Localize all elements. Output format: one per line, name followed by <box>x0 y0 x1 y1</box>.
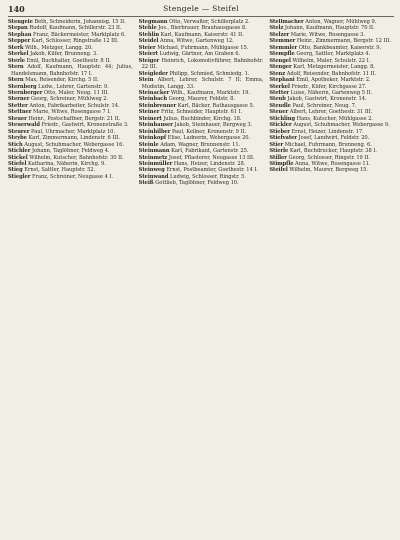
entry-details: Emil, Buchhalter, Goethestr. 8 II. <box>26 57 111 64</box>
entry-details: Albert, Lehrer, Goethestr. 31 III. <box>289 109 373 116</box>
entry-surname: Stier <box>269 141 284 148</box>
entry-details: Otto, Maler, Neug. 11 III. <box>44 89 109 96</box>
entry-surname: Stetter <box>269 89 290 96</box>
entry-surname: Sterkel <box>8 51 29 58</box>
entry-details: Jakob, Küfer, Brunneng. 3. <box>30 51 98 58</box>
entry-details: Hans, Kutscher, Mühlgasse 2. <box>296 115 373 122</box>
page-header <box>8 3 394 15</box>
entry-details: Franz, Schreiner, Neugasse 4 I. <box>32 173 113 180</box>
entry-surname: Stemmer <box>269 38 296 45</box>
entry-surname: Stichling <box>269 115 296 122</box>
entry-surname: Stelzer <box>269 31 290 38</box>
entry-surname: Steinweg <box>138 167 165 174</box>
entry-surname: Sterner <box>8 96 30 103</box>
entry-details: Karl, Fabrikant, Gartenstr. 25. <box>171 148 249 155</box>
entry-details: Paul, Uhrmacher, Marktplatz 10. <box>31 128 115 135</box>
entry-details: Philipp, Schmied, Schmiedg. 1. <box>169 70 250 77</box>
entry-surname: Steinert <box>138 115 162 122</box>
entry-details: Wilhelm, Kutscher, Bahnhofstr. 30 II. <box>29 154 124 161</box>
directory-entry <box>8 64 133 77</box>
entry-surname: Stettner <box>8 109 32 116</box>
column-3 <box>269 19 394 537</box>
entry-surname: Steub <box>269 96 286 103</box>
entry-surname: Steybe <box>8 135 27 142</box>
entry-details: August, Schuhmacher, Webergasse 16. <box>24 141 124 148</box>
entry-details: Wilhelm, Maurer, Bergweg 15. <box>289 167 368 174</box>
entry-details: Anna, Witwe, Gartenweg 12. <box>160 38 234 45</box>
entry-surname: Stierle <box>269 148 289 155</box>
entry-surname: Steinmüller <box>138 160 173 167</box>
entry-details: Johann, Kaufmann, Hauptstr. 70 II. <box>284 25 375 32</box>
directory-entry <box>139 58 264 71</box>
entry-surname: Stern <box>8 64 24 71</box>
entry-surname: Sterle <box>8 57 25 64</box>
directory-entry <box>269 167 394 173</box>
entry-details: Karl, Kaufmann, Kaiserstr. 41 II. <box>160 31 244 38</box>
column-2 <box>139 19 264 537</box>
header-rule <box>8 16 394 17</box>
entry-surname: Steiert <box>138 51 158 58</box>
directory-columns <box>8 19 394 537</box>
entry-details: Michael, Fuhrmann, Brunneng. 6. <box>284 141 372 148</box>
entry-surname: Steuer <box>269 109 289 116</box>
entry-surname: Sterk <box>8 44 24 51</box>
entry-details: Karl, Zimmermann, Lindenstr. 6 III. <box>28 135 120 142</box>
entry-details: August, Schuhmacher, Webergasse 9. <box>293 122 390 129</box>
entry-details: Beth, Schneiderin, Johannisg. 15 II. <box>34 19 126 25</box>
entry-details: Otto, Bankbeamter, Kaiserstr. 9. <box>298 44 382 51</box>
entry-surname: Stich <box>8 141 23 148</box>
entry-details: Fritz, Schneider, Hauptstr. 61 I. <box>160 109 243 116</box>
entry-details: Georg, Schlosser, Ringstr. 19 II. <box>288 154 370 161</box>
entry-surname: Stieg <box>8 167 23 174</box>
entry-details: Ernst, Heizer, Lindenstr. 17. <box>291 128 364 135</box>
entry-surname: Stenger <box>269 64 292 71</box>
entry-surname: Steudle <box>269 102 291 109</box>
entry-details: Franz, Bäckermeister, Marktplatz 6. <box>33 31 126 38</box>
entry-details: Albert, Lehrer, Schulstr. 7 II; Emma, Modistin, Langg. 33. <box>141 77 264 90</box>
entry-surname: Steinkopf <box>138 135 167 142</box>
entry-details: Hans, Heizer, Lindenstr. 28. <box>173 160 246 167</box>
entry-details: Jakob, Gastwirt, Kronenstr. 14. <box>287 96 367 103</box>
entry-details: Anton, Fabrikarbeiter, Schulstr. 14. <box>29 102 120 109</box>
entry-details: Heinrich, Lokomotivführer, Bahnhofstr. 22 III. <box>141 57 264 71</box>
entry-details: Ludw., Lehrer, Gartenstr. 9. <box>38 83 109 90</box>
entry-surname: Stelz <box>269 25 284 32</box>
entry-surname: Stiefvater <box>269 135 298 142</box>
entry-surname: Stempfle <box>269 51 295 58</box>
entry-details: Ludwig, Schlosser, Ringstr. 5. <box>169 173 246 180</box>
entry-surname: Stern <box>8 77 24 84</box>
entry-details: Wilh., Kaufmann, Marktstr. 19. <box>170 89 250 96</box>
entry-details: Wilhelm, Maler, Schulstr. 22 I. <box>292 57 371 64</box>
entry-details: Paul, Kellner, Kronenstr. 9 II. <box>171 128 247 135</box>
entry-surname: Steiner <box>138 109 160 116</box>
entry-surname: Sternberg <box>8 83 37 90</box>
entry-details: Marie, Witwe, Rosengasse 3. <box>290 31 365 38</box>
entry-surname: Stetter <box>8 102 28 109</box>
entry-surname: Stellmacher <box>269 19 304 25</box>
entry-details: Gottlieb, Taglöhner, Feldweg 10. <box>155 180 239 187</box>
entry-surname: Steinle <box>138 141 159 148</box>
entry-details: Friedr., Küfer, Kirchgasse 27. <box>291 83 367 90</box>
entry-surname: Stieber <box>269 128 290 135</box>
entry-details: Georg, Maurer, Feldstr. 8. <box>168 96 235 103</box>
entry-details: Elise, Ladnerin, Webergasse 20. <box>167 135 251 142</box>
entry-surname: Steinbrenner <box>138 102 177 109</box>
entry-surname: Stengel <box>269 57 291 64</box>
page-number: 140 <box>8 4 25 14</box>
entry-surname: Stehlin <box>138 31 160 38</box>
entry-details: Friedr., Gastwirt, Kronenstraße 3. <box>41 122 129 129</box>
entry-surname: Stepper <box>8 38 31 45</box>
entry-surname: Stegmann <box>138 19 168 25</box>
entry-details: Karl, Metzgermeister, Langg. 8. <box>293 64 375 71</box>
entry-surname: Stengele <box>8 19 33 25</box>
entry-surname: Steigleder <box>138 70 168 77</box>
directory-entry <box>8 174 133 180</box>
entry-surname: Steifel <box>269 167 288 174</box>
entry-surname: Steiß <box>138 180 154 187</box>
entry-surname: Steiger <box>138 57 160 64</box>
entry-surname: Steidel <box>138 38 159 45</box>
entry-surname: Stiefel <box>8 160 27 167</box>
entry-surname: Stickel <box>8 154 28 161</box>
directory-entry <box>139 77 264 90</box>
entry-surname: Steinmetz <box>138 154 168 161</box>
entry-details: Adolf, Reisender, Bahnhofstr. 11 II. <box>286 70 377 77</box>
entry-details: Michael, Fuhrmann, Mühlgasse 15. <box>157 44 249 51</box>
entry-details: Georg, Sattler, Marktplatz 4. <box>296 51 371 58</box>
entry-details: Karl, Buchdrucker, Hauptstr. 38 I. <box>289 148 377 155</box>
entry-surname: Stephani <box>269 77 295 84</box>
entry-surname: Stiller <box>269 154 287 161</box>
entry-details: Heinr., Zimmermann, Bergstr. 12 III. <box>296 38 391 45</box>
entry-details: Anton, Wagner, Mühlweg 9. <box>305 19 377 25</box>
column-1 <box>8 19 133 537</box>
entry-details: Heinr., Postschaffner, Bergstr. 21 II. <box>28 115 121 122</box>
entry-details: Max, Reisender, Kirchg. 5 II. <box>25 77 99 84</box>
entry-details: Josef, Pflasterer, Neugasse 13 III. <box>168 154 255 161</box>
entry-surname: Stenz <box>269 70 286 77</box>
entry-surname: Stimpfle <box>269 160 294 167</box>
entry-surname: Sternberger <box>8 89 43 96</box>
entry-details: Adolf, Kaufmann, Hauptstr. 44; Julius, Handelsmann, Bahnhofstr. 17 I. <box>11 64 133 77</box>
entry-details: Karl, Bäcker, Rathausgasse 5. <box>177 102 255 109</box>
entry-details: Jakob, Steinhauer, Bergweg 3. <box>174 122 253 129</box>
entry-surname: Stickler <box>269 122 292 129</box>
entry-surname: Stiegler <box>8 173 31 180</box>
entry-surname: Steinacker <box>138 89 170 96</box>
entry-surname: Stephan <box>8 31 32 38</box>
entry-surname: Stepan <box>8 25 28 32</box>
entry-details: Karl, Schlosser, Ringstraße 12 III. <box>31 38 119 45</box>
entry-surname: Steinbach <box>138 96 168 103</box>
directory-entry <box>139 180 264 186</box>
entry-details: Josef, Landwirt, Feldstr. 20. <box>298 135 370 142</box>
entry-surname: Steinmann <box>138 148 170 155</box>
entry-surname: Steinwand <box>138 173 169 180</box>
entry-details: Paul, Schreiner, Neug. 7. <box>292 102 357 109</box>
running-title: Stengele — Steifel <box>163 4 239 13</box>
entry-surname: Stichler <box>8 148 31 155</box>
entry-details: Marie, Witwe, Rosengasse 7 I. <box>33 109 111 116</box>
entry-details: Ernst, Postbeamter, Goethestr. 14 I. <box>166 167 258 174</box>
entry-surname: Steuerwald <box>8 122 40 129</box>
entry-surname: Stemmler <box>269 44 298 51</box>
entry-details: Georg, Schreiner, Mühlweg 2. <box>31 96 109 103</box>
entry-details: Emil, Apotheker, Marktstr. 2. <box>296 77 371 84</box>
entry-surname: Steurer <box>8 128 30 135</box>
entry-details: Adam, Wagner, Brunnenstr. 11. <box>160 141 241 148</box>
entry-surname: Steier <box>138 44 156 51</box>
entry-surname: Stein <box>138 77 154 84</box>
entry-details: Julius, Buchbinder, Kirchg. 18. <box>163 115 242 122</box>
entry-details: Luise, Näherin, Gartenweg 5 II. <box>290 89 373 96</box>
entry-details: Ludwig, Gärtner, Am Graben 6. <box>159 51 241 58</box>
entry-details: Jos., Bierbrauer, Brauhausgasse 8. <box>158 25 247 32</box>
entry-details: Wilh., Metzger, Langg. 20. <box>24 44 93 51</box>
entry-details: Ernst, Sattler, Hauptstr. 52. <box>24 167 96 174</box>
entry-surname: Sterkel <box>269 83 290 90</box>
entry-surname: Stehle <box>138 25 157 32</box>
entry-details: Anna, Witwe, Rosengasse 11. <box>295 160 371 167</box>
entry-surname: Steinhauser <box>138 122 173 129</box>
entry-surname: Steinhilber <box>138 128 171 135</box>
entry-details: Otto, Verwalter, Schillerplatz 2. <box>169 19 250 25</box>
entry-details: Katharina, Näherin, Kirchg. 9. <box>28 160 106 167</box>
entry-details: Johann, Taglöhner, Feldweg 4. <box>32 148 110 155</box>
entry-details: Rudolf, Kaufmann, Schillerstr. 23 II. <box>29 25 122 32</box>
entry-surname: Steuer <box>8 115 27 122</box>
